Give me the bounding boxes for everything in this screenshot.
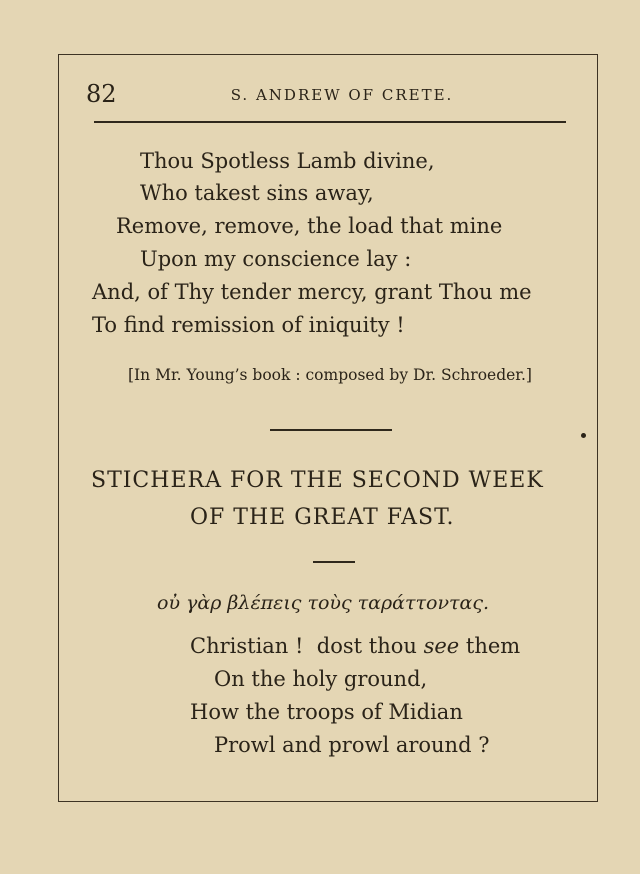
poem-line: Thou Spotless Lamb divine, (140, 149, 435, 173)
heading-rule (313, 561, 355, 563)
section-heading: OF THE GREAT FAST. (190, 505, 455, 530)
greek-epigraph: οὐ γὰρ βλέπεις τοὺς ταράττοντας. (157, 592, 490, 614)
poem-line: Prowl and prowl around ? (214, 733, 490, 757)
poem-line: On the holy ground, (214, 667, 428, 691)
poem-emphasis: see (423, 634, 460, 658)
running-head: S. ANDREW OF CRETE. (230, 86, 454, 104)
section-divider (270, 429, 392, 431)
poem-line: And, of Thy tender mercy, grant Thou me (92, 280, 532, 304)
attribution-note: [In Mr. Young’s book : composed by Dr. Schroeder.] (128, 366, 532, 384)
poem-line: To find remission of iniquity ! (92, 313, 405, 337)
poem-line: Who takest sins away, (140, 181, 374, 205)
poem-text: them (459, 634, 521, 658)
ink-dot (581, 433, 586, 438)
poem-line: How the troops of Midian (190, 700, 463, 724)
page-number: 82 (86, 80, 117, 108)
poem-line: Remove, remove, the load that mine (116, 214, 503, 238)
poem-line: Upon my conscience lay : (140, 247, 412, 271)
poem-text: Christian ! dost thou (190, 634, 424, 658)
header-rule (94, 121, 566, 123)
section-heading: STICHERA FOR THE SECOND WEEK (91, 468, 544, 493)
poem-line (190, 630, 520, 662)
